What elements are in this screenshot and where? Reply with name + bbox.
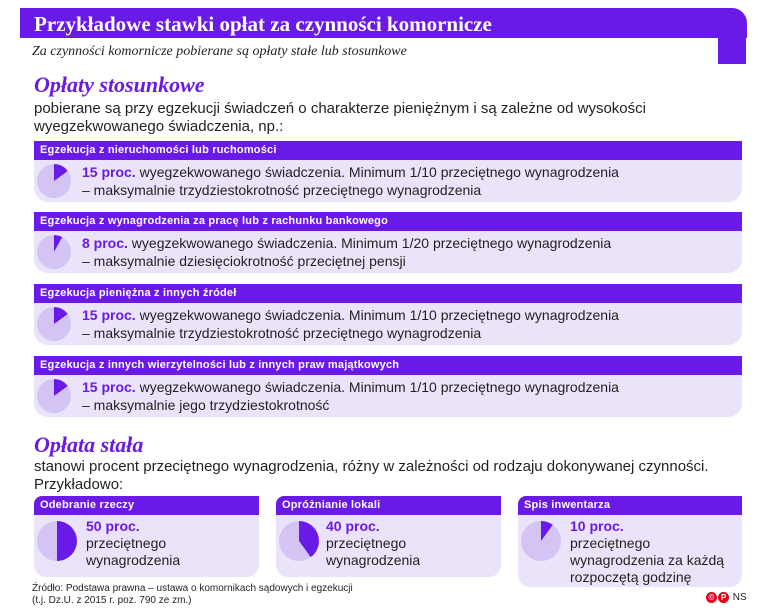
- flat-card-line: wynagrodzenia: [326, 552, 421, 568]
- header-banner: [20, 8, 747, 38]
- rate-percent: 8 proc.: [82, 235, 128, 251]
- page-title: Przykładowe stawki opłat za czynności komornicze: [34, 12, 492, 36]
- logo-text: NS: [732, 592, 747, 604]
- flat-card-heading: Opróżnianie lokali: [276, 496, 501, 515]
- flat-card-line: wynagrodzenia: [86, 552, 181, 568]
- rate-line-1: wyegzekwowanego świadczenia. Minimum 1/10 przeciętnego wynagrodzenia: [135, 379, 619, 395]
- page-subtitle: Za czynności komornicze pobierane są opłaty stałe lub stosunkowe: [32, 44, 407, 59]
- flat-card-percent: 40 proc.: [326, 518, 380, 534]
- rate-line-1: wyegzekwowanego świadczenia. Minimum 1/10 przeciętnego wynagrodzenia: [135, 164, 619, 180]
- flat-card-percent: 50 proc.: [86, 518, 140, 534]
- flat-card-description: [570, 518, 724, 586]
- proportional-intro-line-1: pobierane są przy egzekucji świadczeń o charakterze pieniężnym i są zależne od wysokości: [34, 100, 646, 117]
- percent-pie-icon: [37, 379, 71, 413]
- rate-description: [82, 378, 619, 414]
- rate-percent: 15 proc.: [82, 164, 136, 180]
- flat-card-line: przeciętnego: [570, 535, 651, 551]
- rate-heading: Egzekucja z nieruchomości lub ruchomości: [34, 141, 742, 160]
- logo-mark-icon: P: [718, 592, 729, 603]
- proportional-intro: [34, 100, 646, 136]
- rate-line-1: wyegzekwowanego świadczenia. Minimum 1/20 przeciętnego wynagrodzenia: [127, 235, 612, 251]
- proportional-intro-line-2: wyegzekwowanego świadczenia, np.:: [34, 118, 284, 135]
- rate-percent: 15 proc.: [82, 307, 136, 323]
- percent-pie-icon: [521, 521, 561, 561]
- source-line-2: (t.j. Dz.U. z 2015 r. poz. 790 ze zm.): [32, 595, 192, 606]
- rate-line-2: – maksymalnie trzydziestokrotność przeciętnego wynagrodzenia: [82, 325, 482, 341]
- percent-pie-icon: [37, 521, 77, 561]
- rate-percent: 15 proc.: [82, 379, 136, 395]
- rate-heading: Egzekucja z innych wierzytelności lub z innych praw majątkowych: [34, 356, 742, 375]
- publisher-logo: [706, 592, 747, 603]
- source-line-1: Źródło: Podstawa prawna – ustawa o komornikach sądowych i egzekucji: [32, 583, 353, 594]
- rate-line-2: – maksymalnie trzydziestokrotność przeciętnego wynagrodzenia: [82, 182, 482, 198]
- percent-pie-icon: [37, 235, 71, 269]
- section-title-flat: Opłata stała: [34, 432, 144, 457]
- rate-heading: Egzekucja z wynagrodzenia za pracę lub z rachunku bankowego: [34, 212, 742, 231]
- flat-card-line: przeciętnego: [86, 535, 167, 551]
- rate-description: [82, 306, 619, 342]
- logo-mark-icon: ©: [706, 592, 717, 603]
- percent-pie-icon: [37, 307, 71, 341]
- flat-card-line: rozpoczętą godzinę: [570, 569, 692, 585]
- rate-heading: Egzekucja pieniężna z innych źródeł: [34, 284, 742, 303]
- percent-pie-icon: [279, 521, 319, 561]
- source-note: [32, 583, 353, 607]
- flat-card-line: wynagrodzenia za każdą: [570, 552, 725, 568]
- rate-description: [82, 234, 611, 270]
- flat-intro: [34, 458, 709, 494]
- section-title-proportional: Opłaty stosunkowe: [34, 72, 205, 97]
- header-accent-bar: [718, 26, 746, 64]
- rate-description: [82, 163, 619, 199]
- flat-card-line: przeciętnego: [326, 535, 407, 551]
- percent-pie-icon: [37, 164, 71, 198]
- rate-line-2: – maksymalnie jego trzydziestokrotność: [82, 397, 330, 413]
- flat-intro-line-1: stanowi procent przeciętnego wynagrodzenia, różny w zależności od rodzaju dokonywanej czynności.: [34, 458, 709, 475]
- rate-line-2: – maksymalnie dziesięciokrotność przeciętnej pensji: [82, 253, 406, 269]
- flat-card-description: [86, 518, 180, 569]
- flat-card-heading: Odebranie rzeczy: [34, 496, 259, 515]
- flat-intro-line-2: Przykładowo:: [34, 476, 124, 493]
- rate-line-1: wyegzekwowanego świadczenia. Minimum 1/10 przeciętnego wynagrodzenia: [135, 307, 619, 323]
- flat-card-heading: Spis inwentarza: [518, 496, 742, 515]
- flat-card-description: [326, 518, 420, 569]
- flat-card-percent: 10 proc.: [570, 518, 624, 534]
